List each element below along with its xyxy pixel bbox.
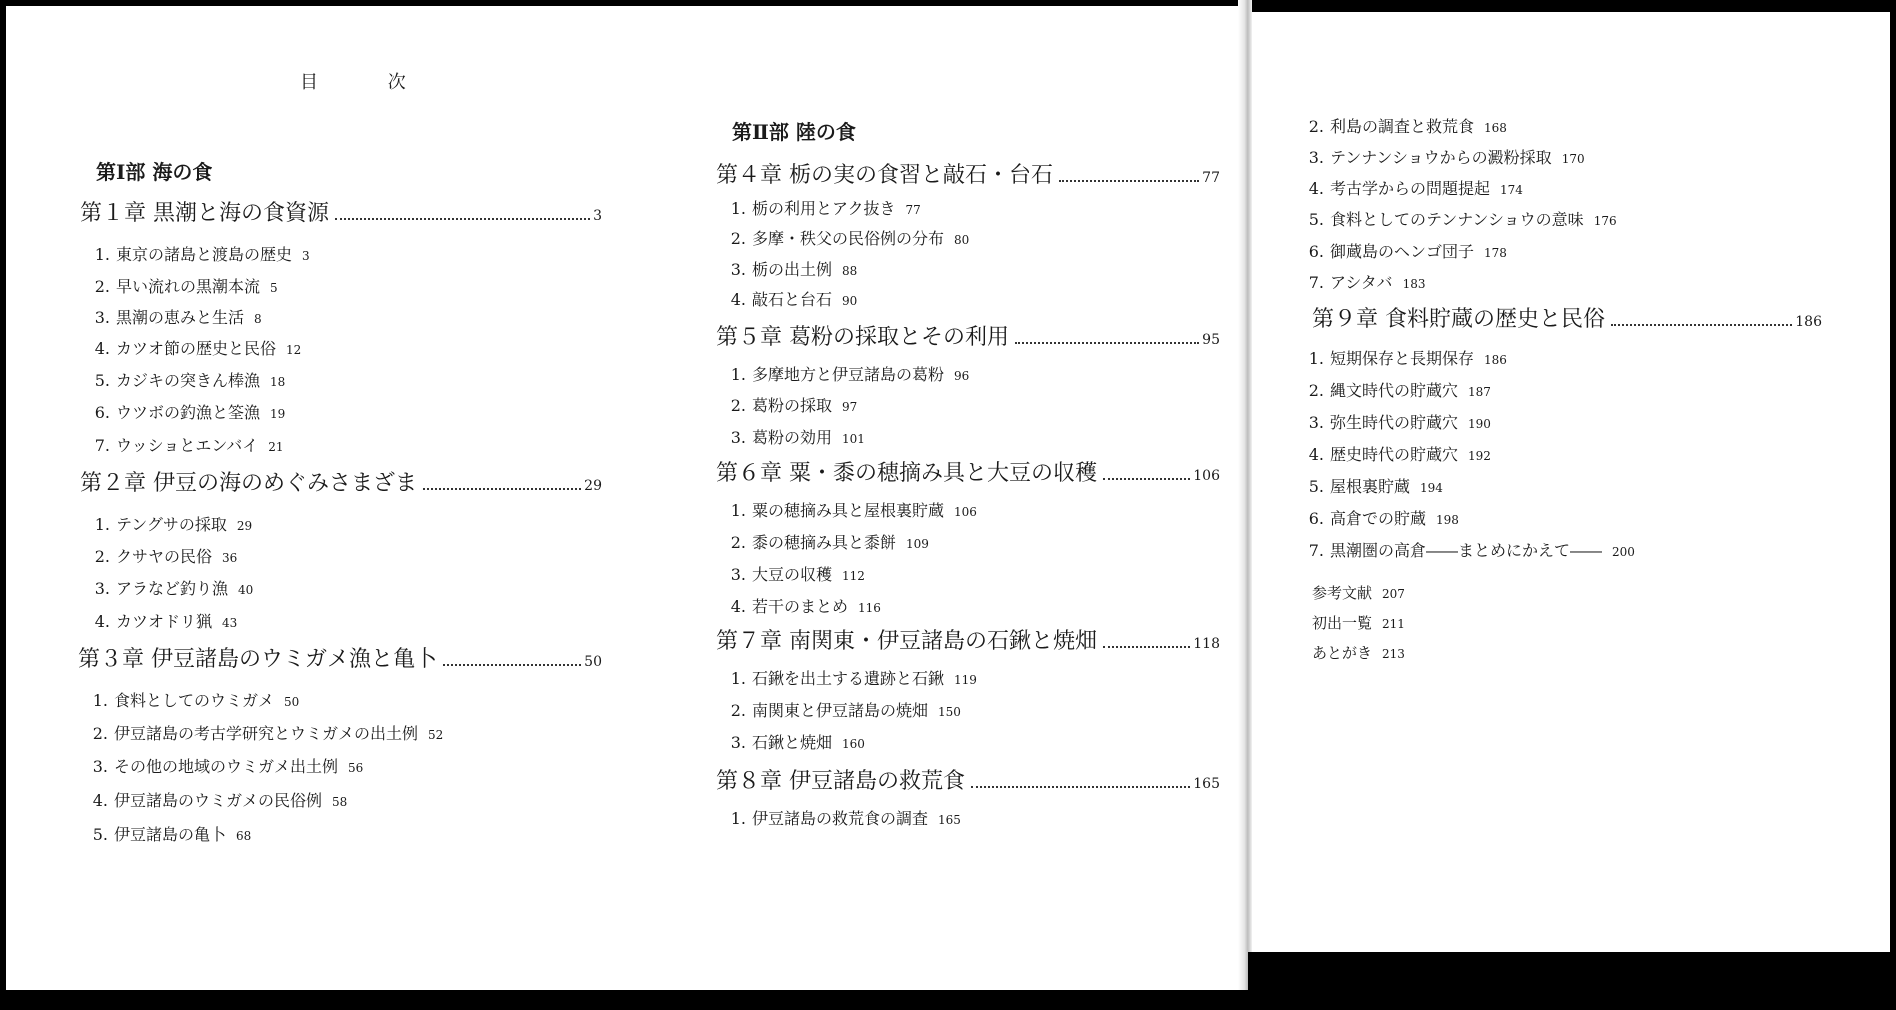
section-num: 5. [1308, 210, 1324, 229]
section-page: 200 [1612, 545, 1635, 559]
section-num: 3. [730, 260, 746, 279]
back-page: 213 [1382, 647, 1405, 661]
section-title: 黍の穂摘み具と黍餅 [752, 533, 897, 552]
section-3-5[interactable] [84, 822, 251, 845]
section-title: 敲石と台石 [752, 290, 833, 309]
section-title: 多摩・秩父の民俗例の分布 [752, 229, 945, 248]
section-title: 多摩地方と伊豆諸島の葛粉 [752, 365, 945, 384]
section-6-1[interactable] [722, 498, 977, 521]
dot-leader [1103, 478, 1190, 480]
section-num: 1. [1308, 349, 1324, 368]
chapter-title: 第７章 南関東・伊豆諸島の石鍬と焼畑 [716, 629, 1097, 654]
section-title: 黒潮圏の高倉――まとめにかえて―― [1330, 541, 1603, 560]
section-page: 174 [1500, 183, 1523, 197]
section-page: 90 [842, 294, 858, 308]
section-num: 3. [730, 565, 746, 584]
back-title: 参考文献 [1312, 584, 1373, 602]
section-title: 食料としてのウミガメ [114, 691, 275, 710]
section-page: 109 [906, 537, 929, 551]
section-num: 1. [730, 501, 746, 520]
section-num: 4. [730, 290, 746, 309]
section-page: 186 [1484, 353, 1507, 367]
section-2-3[interactable] [86, 576, 253, 599]
section-9-5[interactable] [1300, 474, 1443, 497]
section-num: 4. [94, 339, 110, 358]
section-num: 2. [730, 701, 746, 720]
dot-leader [971, 786, 1190, 788]
chapter-7[interactable] [716, 624, 1220, 655]
section-1-4[interactable] [86, 336, 301, 359]
section-num: 1. [92, 691, 108, 710]
section-num: 6. [1308, 509, 1324, 528]
section-title: 石鍬を出土する遺跡と石鍬 [752, 669, 945, 688]
section-title: クサヤの民俗 [116, 547, 213, 566]
section-4-3[interactable] [722, 257, 857, 280]
section-8-6[interactable] [1300, 239, 1507, 262]
section-5-1[interactable] [722, 362, 969, 385]
section-num: 2. [94, 277, 110, 296]
section-7-2[interactable] [722, 698, 961, 721]
chapter-page: 106 [1193, 468, 1220, 484]
section-page: 97 [842, 400, 858, 414]
section-num: 4. [1308, 179, 1324, 198]
section-num: 3. [730, 733, 746, 752]
section-num: 4. [1308, 445, 1324, 464]
section-page: 106 [954, 505, 977, 519]
section-8-7[interactable] [1300, 270, 1425, 293]
section-page: 12 [286, 343, 302, 357]
chapter-1[interactable] [80, 196, 602, 227]
section-6-2[interactable] [722, 530, 929, 553]
section-6-3[interactable] [722, 562, 865, 585]
section-num: 2. [94, 547, 110, 566]
chapter-page: 186 [1795, 314, 1822, 330]
section-page: 19 [270, 407, 286, 421]
section-title: 縄文時代の貯蔵穴 [1330, 381, 1459, 400]
back-page: 207 [1382, 587, 1405, 601]
section-num: 3. [92, 757, 108, 776]
page-fold [1238, 0, 1252, 990]
section-8-1[interactable] [722, 806, 961, 829]
section-5-2[interactable] [722, 393, 857, 416]
section-page: 150 [938, 705, 961, 719]
chapter-4[interactable] [716, 158, 1220, 189]
part-1-heading: 第Ⅰ部 海の食 [96, 160, 213, 184]
section-page: 5 [270, 281, 278, 295]
section-page: 68 [236, 829, 252, 843]
section-title: カジキの突きん棒漁 [116, 371, 261, 390]
section-num: 5. [92, 825, 108, 844]
section-num: 4. [730, 597, 746, 616]
section-title: 食料としてのテンナンショウの意味 [1330, 210, 1584, 229]
section-num: 5. [1308, 477, 1324, 496]
section-1-6[interactable] [86, 400, 285, 423]
chapter-2[interactable] [80, 466, 602, 497]
section-2-1[interactable] [86, 512, 252, 535]
section-num: 2. [730, 229, 746, 248]
section-page: 80 [954, 233, 970, 247]
section-page: 29 [236, 519, 253, 533]
section-num: 7. [1308, 273, 1324, 292]
section-title: 伊豆諸島のウミガメの民俗例 [114, 791, 323, 810]
section-page: 36 [222, 551, 238, 565]
chapter-8[interactable] [716, 764, 1220, 795]
section-title: 早い流れの黒潮本流 [116, 277, 261, 296]
chapter-3[interactable] [78, 642, 602, 673]
chapter-title: 第２章 伊豆の海のめぐみさまざま [80, 471, 417, 496]
section-title: 歴史時代の貯蔵穴 [1330, 445, 1459, 464]
section-3-3[interactable] [84, 754, 363, 777]
section-title: 伊豆諸島の亀卜 [114, 825, 227, 844]
section-title: ウッショとエンバイ [116, 436, 259, 455]
section-3-1[interactable] [84, 688, 299, 711]
section-page: 43 [222, 616, 238, 630]
section-title: 伊豆諸島の考古学研究とウミガメの出土例 [114, 724, 419, 743]
section-num: 3. [94, 308, 110, 327]
section-num: 2. [730, 396, 746, 415]
back-matter-afterword[interactable] [1312, 642, 1405, 663]
section-9-3[interactable] [1300, 410, 1491, 433]
section-1-2[interactable] [86, 274, 278, 297]
section-title: カツオドリ猟 [116, 612, 213, 631]
dot-leader [1103, 646, 1190, 648]
section-num: 4. [94, 612, 110, 631]
section-title: 高倉での貯蔵 [1330, 509, 1427, 528]
section-num: 7. [94, 436, 110, 455]
chapter-title: 第５章 葛粉の採取とその利用 [716, 325, 1009, 350]
section-title: 短期保存と長期保存 [1330, 349, 1475, 368]
back-title: 初出一覧 [1312, 614, 1373, 632]
section-title: 栃の利用とアク抜き [752, 199, 896, 218]
section-num: 2. [1308, 117, 1324, 136]
section-title: 東京の諸島と渡島の歴史 [116, 245, 293, 264]
dot-leader [423, 488, 581, 490]
section-title: 伊豆諸島の救荒食の調査 [752, 809, 929, 828]
section-1-3[interactable] [86, 305, 262, 328]
section-page: 21 [268, 440, 284, 454]
section-num: 4. [92, 791, 108, 810]
section-7-1[interactable] [722, 666, 977, 689]
section-page: 198 [1436, 513, 1459, 527]
chapter-title: 第６章 粟・黍の穂摘み具と大豆の収穫 [716, 461, 1097, 486]
section-num: 6. [1308, 242, 1324, 261]
chapter-title: 第４章 栃の実の食習と敲石・台石 [716, 163, 1053, 188]
section-page: 40 [238, 583, 254, 597]
section-num: 2. [92, 724, 108, 743]
back-matter-references[interactable] [1312, 582, 1405, 603]
section-7-3[interactable] [722, 730, 865, 753]
section-num: 1. [730, 365, 746, 384]
section-page: 119 [954, 673, 977, 687]
section-8-2[interactable] [1300, 114, 1507, 137]
section-num: 1. [94, 515, 110, 534]
chapter-page: 118 [1193, 636, 1220, 652]
section-page: 3 [302, 249, 310, 263]
section-title: 黒潮の恵みと生活 [116, 308, 245, 327]
section-page: 192 [1468, 449, 1491, 463]
section-2-2[interactable] [86, 544, 237, 567]
section-num: 1. [730, 199, 746, 218]
section-title: 石鍬と焼畑 [752, 733, 833, 752]
section-page: 160 [842, 737, 865, 751]
section-9-7[interactable] [1300, 538, 1635, 561]
section-4-1[interactable] [722, 196, 921, 219]
section-page: 96 [954, 369, 970, 383]
section-title: ウツボの釣漁と筌漁 [116, 403, 261, 422]
section-title: テンナンショウからの澱粉採取 [1330, 148, 1552, 167]
section-1-5[interactable] [86, 368, 285, 391]
section-2-4[interactable] [86, 609, 237, 632]
section-9-1[interactable] [1300, 346, 1507, 369]
section-page: 187 [1468, 385, 1491, 399]
section-9-6[interactable] [1300, 506, 1459, 529]
dot-leader [1015, 342, 1199, 344]
section-page: 178 [1484, 246, 1507, 260]
section-page: 194 [1420, 481, 1443, 495]
section-title: カツオ節の歴史と民俗 [116, 339, 277, 358]
section-1-7[interactable] [86, 433, 284, 456]
chapter-page: 29 [584, 478, 602, 494]
section-title: 栃の出土例 [752, 260, 833, 279]
section-title: 弥生時代の貯蔵穴 [1330, 413, 1459, 432]
section-8-5[interactable] [1300, 207, 1617, 230]
section-title: 南関東と伊豆諸島の焼畑 [752, 701, 929, 720]
chapter-title: 第８章 伊豆諸島の救荒食 [716, 769, 965, 794]
section-title: 利島の調査と救荒食 [1330, 117, 1475, 136]
chapter-6[interactable] [716, 456, 1220, 487]
section-num: 1. [730, 809, 746, 828]
section-title: 考古学からの問題提起 [1330, 179, 1491, 198]
chapter-page: 77 [1202, 170, 1220, 186]
chapter-5[interactable] [716, 320, 1220, 351]
section-page: 170 [1561, 152, 1585, 166]
part-2-heading: 第Ⅱ部 陸の食 [732, 120, 856, 144]
chapter-title: 第１章 黒潮と海の食資源 [80, 201, 329, 226]
dot-leader [443, 664, 581, 666]
section-page: 88 [842, 264, 858, 278]
section-num: 3. [1308, 413, 1324, 432]
section-8-3[interactable] [1300, 145, 1585, 168]
section-page: 116 [858, 601, 881, 615]
section-9-4[interactable] [1300, 442, 1491, 465]
right-page-bottom-edge [1248, 952, 1896, 992]
section-8-4[interactable] [1300, 176, 1523, 199]
back-title: あとがき [1312, 644, 1373, 662]
section-page: 112 [842, 569, 865, 583]
toc-title: 目 次 [300, 72, 438, 93]
section-title: 御蔵島のヘンゴ団子 [1330, 242, 1475, 261]
chapter-page: 165 [1193, 776, 1220, 792]
section-page: 183 [1402, 277, 1426, 291]
dot-leader [1611, 324, 1792, 326]
section-title: アシタバ [1330, 273, 1393, 292]
bottom-edge [0, 990, 1896, 1010]
section-page: 50 [284, 695, 300, 709]
section-title: アラなど釣り漁 [116, 579, 229, 598]
back-matter-first-appearance[interactable] [1312, 612, 1405, 633]
section-page: 8 [254, 312, 262, 326]
chapter-page: 3 [593, 208, 602, 224]
section-title: テングサの採取 [116, 515, 227, 534]
section-title: 若干のまとめ [752, 597, 849, 616]
section-page: 58 [332, 795, 348, 809]
section-num: 1. [94, 245, 110, 264]
dot-leader [335, 218, 590, 220]
section-num: 2. [730, 533, 746, 552]
section-3-4[interactable] [84, 788, 347, 811]
section-1-1[interactable] [86, 242, 310, 265]
dot-leader [1059, 180, 1199, 182]
section-9-2[interactable] [1300, 378, 1491, 401]
section-page: 165 [938, 813, 961, 827]
section-3-2[interactable] [84, 721, 443, 744]
chapter-page: 50 [584, 654, 602, 670]
section-4-2[interactable] [722, 226, 969, 249]
section-num: 3. [94, 579, 110, 598]
chapter-title: 第９章 食料貯蔵の歴史と民俗 [1312, 307, 1605, 332]
section-page: 52 [428, 728, 444, 742]
section-title: 葛粉の効用 [752, 428, 833, 447]
section-page: 176 [1593, 214, 1617, 228]
section-title: 大豆の収穫 [752, 565, 833, 584]
section-num: 3. [730, 428, 746, 447]
chapter-9[interactable] [1312, 302, 1822, 333]
section-page: 168 [1484, 121, 1507, 135]
section-num: 3. [1308, 148, 1324, 167]
section-title: 屋根裏貯蔵 [1330, 477, 1411, 496]
section-num: 2. [1308, 381, 1324, 400]
section-6-4[interactable] [722, 594, 881, 617]
section-4-4[interactable] [722, 287, 857, 310]
section-page: 190 [1468, 417, 1491, 431]
section-title: 葛粉の採取 [752, 396, 833, 415]
section-page: 101 [842, 432, 865, 446]
back-page: 211 [1382, 617, 1405, 631]
chapter-page: 95 [1202, 332, 1220, 348]
section-5-3[interactable] [722, 425, 865, 448]
section-title: その他の地域のウミガメ出土例 [114, 757, 339, 776]
section-num: 6. [94, 403, 110, 422]
section-num: 7. [1308, 541, 1324, 560]
chapter-title: 第３章 伊豆諸島のウミガメ漁と亀卜 [78, 647, 437, 672]
section-page: 77 [905, 203, 921, 217]
section-page: 18 [270, 375, 286, 389]
section-num: 5. [94, 371, 110, 390]
section-page: 56 [348, 761, 364, 775]
section-title: 粟の穂摘み具と屋根裏貯蔵 [752, 501, 945, 520]
section-num: 1. [730, 669, 746, 688]
